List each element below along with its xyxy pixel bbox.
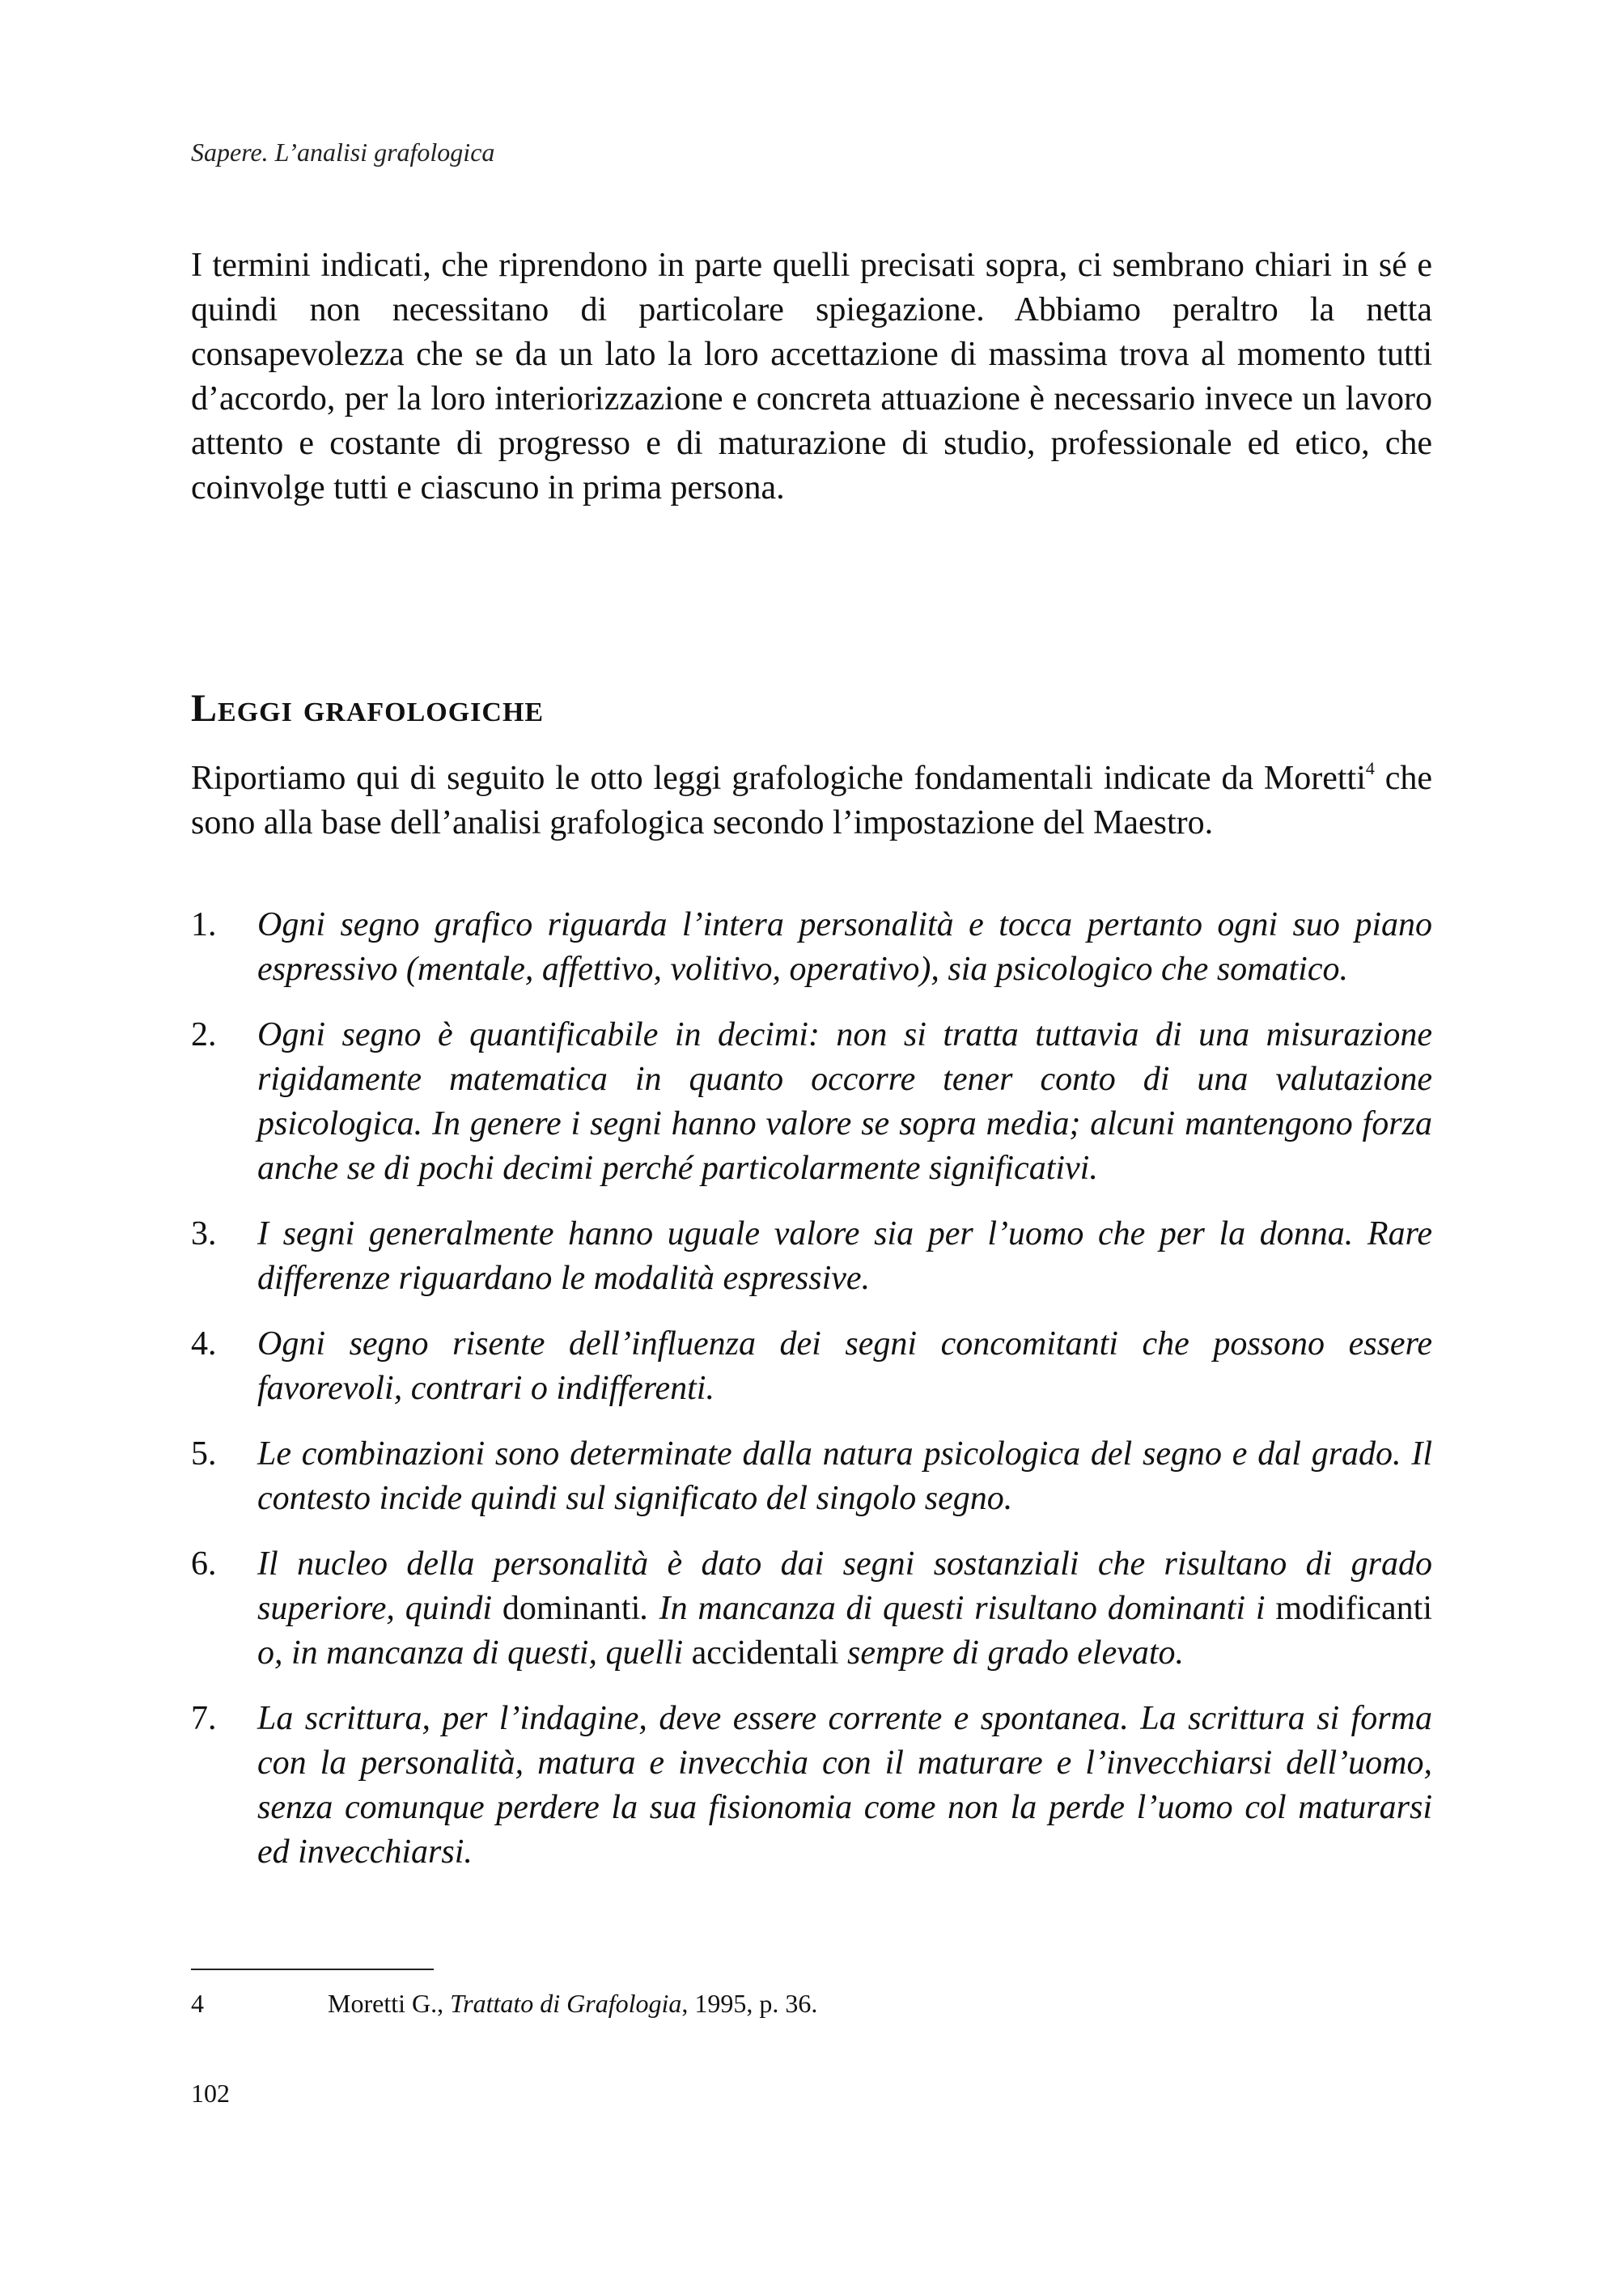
footnote-separator — [191, 1969, 434, 1970]
law-number: 2. — [191, 1016, 217, 1053]
lead-text-continued: che sono alla base dell’analisi grafologica secondo l’impostazione del Maestro. — [191, 760, 1432, 841]
law-item-2 — [191, 1013, 1432, 1191]
law-number: 1. — [191, 906, 217, 943]
law-text-part: sempre di grado elevato. — [838, 1634, 1185, 1672]
law-text: Le combinazioni sono determinate dalla natura psicologica del segno e dal grado. Il contesto incide quindi sul significato del singolo segno. — [257, 1435, 1432, 1517]
law-item-1 — [191, 903, 1432, 992]
law-text: I segni generalmente hanno uguale valore sia per l’uomo che per la donna. Rare differenze riguardano le modalità espressive. — [257, 1215, 1432, 1297]
law-item-6 — [191, 1542, 1432, 1676]
law-item-4 — [191, 1322, 1432, 1411]
law-text: Ogni segno risente dell’influenza dei segni concomitanti che possono essere favorevoli, contrari o indifferenti. — [257, 1325, 1432, 1407]
footnote-reference[interactable]: 4 — [1365, 758, 1375, 778]
law-text-part: Il nucleo della personalità è dato dai segni sostanziali che risultano di grado superiore, quindi — [257, 1545, 1432, 1627]
graphological-laws-list — [191, 903, 1432, 1896]
law-number: 5. — [191, 1435, 217, 1473]
law-text — [257, 1542, 1432, 1676]
law-text: Ogni segno grafico riguarda l’intera personalità e tocca pertanto ogni suo piano espressivo (mentale, affettivo, volitivo, operativo), sia psicologico che somatico. — [257, 906, 1432, 988]
footnote-number: 4 — [191, 1989, 204, 2018]
footnote-details: , 1995, p. 36. — [681, 1989, 818, 2018]
law-number: 6. — [191, 1545, 217, 1583]
footnote-author: Moretti G., — [328, 1989, 451, 2018]
section-heading: Leggi grafologiche — [191, 687, 545, 730]
law-item-3 — [191, 1212, 1432, 1301]
term-accidentali: accidentali — [691, 1634, 839, 1672]
lead-text: Riportiamo qui di seguito le otto leggi grafologiche fondamentali indicate da Moretti — [191, 760, 1366, 797]
law-number: 4. — [191, 1325, 217, 1363]
law-number: 3. — [191, 1215, 217, 1252]
term-modificanti: modificanti — [1275, 1590, 1432, 1627]
section-lead-paragraph — [191, 757, 1432, 846]
law-item-7 — [191, 1697, 1432, 1875]
law-text: Ogni segno è quantificabile in decimi: non si tratta tuttavia di una misurazione rigidamente matematica in quanto occorre tener conto di una valutazione psicologica. In genere i segni hanno valore se sopra media; alcuni mantengono forza anche se di pochi decimi perché particolarmente significativi. — [257, 1016, 1432, 1187]
page-number: 102 — [191, 2079, 230, 2108]
law-text: La scrittura, per l’indagine, deve essere corrente e spontanea. La scrittura si forma con la personalità, matura e invecchia con il maturare e l’invecchiarsi dell’uomo, senza comunque perdere la sua fisionomia come non la perde l’uomo col maturarsi ed invecchiarsi. — [257, 1700, 1432, 1871]
law-number: 7. — [191, 1700, 217, 1737]
term-dominanti: dominanti — [502, 1590, 641, 1627]
running-head: Sapere. L’analisi grafologica — [191, 138, 495, 167]
footnote-title: Trattato di Grafologia — [450, 1989, 682, 2018]
law-item-5 — [191, 1432, 1432, 1521]
intro-paragraph: I termini indicati, che riprendono in parte quelli precisati sopra, ci sembrano chiari in sé e quindi non necessitano di particolare spiegazione. Abbiamo peraltro la netta consapevolezza che se da un lato la loro accettazione di massima trova al momento tutti d’accordo, per la loro interiorizzazione e concreta attuazione è necessario invece un lavoro attento e costante di progresso e di maturazione di studio, professionale ed etico, che coinvolge tutti e ciascuno in prima persona. — [191, 247, 1432, 506]
law-text-part: . In mancanza di questi risultano dominanti i — [640, 1590, 1276, 1627]
law-text-part: o, in mancanza di questi, quelli — [257, 1634, 692, 1672]
footnote-citation — [328, 1987, 817, 2020]
